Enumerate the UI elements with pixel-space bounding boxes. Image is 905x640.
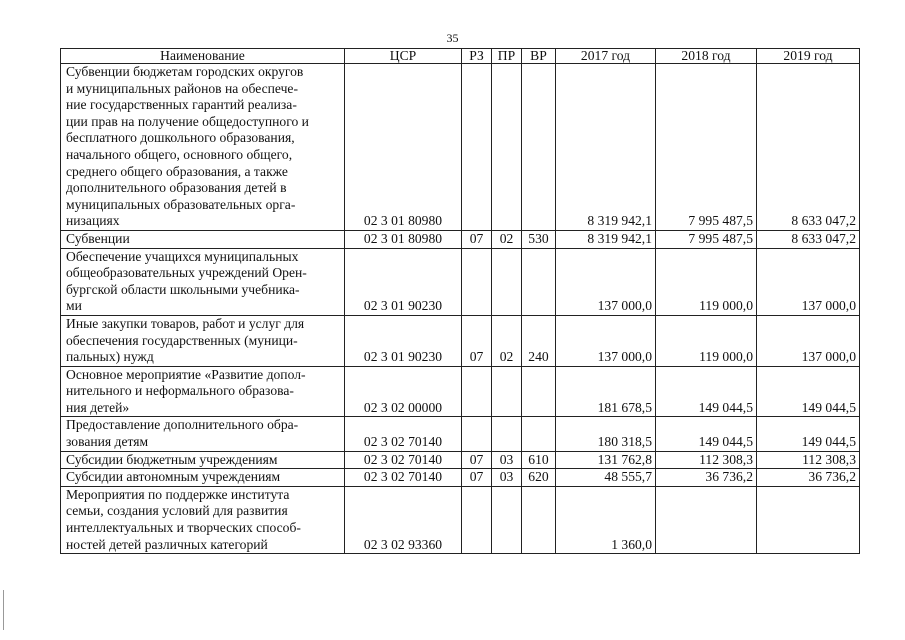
row-2017: 8 319 942,1 — [556, 230, 656, 248]
row-rz — [462, 248, 492, 315]
row-2018 — [656, 486, 757, 553]
row-name: Предоставление дополнительного обра- зования детям — [61, 417, 345, 451]
row-2017: 1 360,0 — [556, 486, 656, 553]
row-vr: 240 — [522, 315, 556, 366]
header-csr: ЦСР — [345, 49, 462, 64]
header-vr: ВР — [522, 49, 556, 64]
row-pr: 02 — [492, 315, 522, 366]
table-row — [61, 248, 860, 315]
row-vr — [522, 417, 556, 451]
row-csr: 02 3 01 90230 — [345, 248, 462, 315]
row-pr — [492, 486, 522, 553]
row-csr: 02 3 01 90230 — [345, 315, 462, 366]
row-rz: 07 — [462, 469, 492, 487]
row-rz — [462, 417, 492, 451]
row-vr — [522, 64, 556, 231]
row-vr — [522, 486, 556, 553]
row-2019: 149 044,5 — [757, 366, 860, 417]
row-2018: 36 736,2 — [656, 469, 757, 487]
row-vr: 530 — [522, 230, 556, 248]
scan-edge-mark — [3, 590, 4, 630]
table-row — [61, 469, 860, 487]
row-pr — [492, 417, 522, 451]
row-2017: 181 678,5 — [556, 366, 656, 417]
table-row — [61, 417, 860, 451]
row-csr: 02 3 02 00000 — [345, 366, 462, 417]
row-name: Субсидии автономным учреждениям — [61, 469, 345, 487]
row-csr: 02 3 02 70140 — [345, 417, 462, 451]
row-csr: 02 3 02 70140 — [345, 451, 462, 469]
table-row — [61, 486, 860, 553]
row-rz — [462, 486, 492, 553]
row-2018: 112 308,3 — [656, 451, 757, 469]
row-rz: 07 — [462, 230, 492, 248]
row-csr: 02 3 02 93360 — [345, 486, 462, 553]
row-csr: 02 3 01 80980 — [345, 230, 462, 248]
row-2017: 8 319 942,1 — [556, 64, 656, 231]
row-2019 — [757, 486, 860, 553]
row-vr: 610 — [522, 451, 556, 469]
row-vr — [522, 248, 556, 315]
row-2018: 149 044,5 — [656, 417, 757, 451]
row-name: Субвенции бюджетам городских округов и муниципальных районов на обеспече- ние государственных гарантий реализа- ции прав на получение общедоступного и бесплатного дошкольного образования, начального общего, основного общего, среднего общего образования, а также дополнительного образования детей в муниципальных образовательных орга- низациях — [61, 64, 345, 231]
row-csr: 02 3 02 70140 — [345, 469, 462, 487]
table-row — [61, 64, 860, 231]
page-number: 35 — [446, 31, 459, 45]
row-2019: 8 633 047,2 — [757, 230, 860, 248]
row-2018: 119 000,0 — [656, 248, 757, 315]
row-pr: 03 — [492, 451, 522, 469]
row-2018: 149 044,5 — [656, 366, 757, 417]
row-name: Иные закупки товаров, работ и услуг для обеспечения государственных (муници- пальных) нужд — [61, 315, 345, 366]
row-pr — [492, 366, 522, 417]
row-2019: 137 000,0 — [757, 248, 860, 315]
row-2017: 137 000,0 — [556, 248, 656, 315]
row-2018: 7 995 487,5 — [656, 64, 757, 231]
row-2018: 7 995 487,5 — [656, 230, 757, 248]
row-2017: 48 555,7 — [556, 469, 656, 487]
header-name: Наименование — [61, 49, 345, 64]
row-rz — [462, 366, 492, 417]
row-pr — [492, 248, 522, 315]
row-pr: 02 — [492, 230, 522, 248]
row-2019: 8 633 047,2 — [757, 64, 860, 231]
table-row — [61, 366, 860, 417]
table-row — [61, 451, 860, 469]
row-2017: 137 000,0 — [556, 315, 656, 366]
row-pr — [492, 64, 522, 231]
row-vr — [522, 366, 556, 417]
row-2017: 180 318,5 — [556, 417, 656, 451]
row-2019: 149 044,5 — [757, 417, 860, 451]
row-name: Основное мероприятие «Развитие допол- нительного и неформального образова- ния детей» — [61, 366, 345, 417]
row-2017: 131 762,8 — [556, 451, 656, 469]
header-pr: ПР — [492, 49, 522, 64]
row-2019: 36 736,2 — [757, 469, 860, 487]
header-2018: 2018 год — [656, 49, 757, 64]
header-row — [61, 49, 860, 64]
row-pr: 03 — [492, 469, 522, 487]
budget-table — [60, 48, 860, 554]
row-rz: 07 — [462, 315, 492, 366]
row-rz: 07 — [462, 451, 492, 469]
row-rz — [462, 64, 492, 231]
row-2019: 112 308,3 — [757, 451, 860, 469]
table-row — [61, 230, 860, 248]
row-csr: 02 3 01 80980 — [345, 64, 462, 231]
header-2019: 2019 год — [757, 49, 860, 64]
row-2019: 137 000,0 — [757, 315, 860, 366]
row-name: Мероприятия по поддержке института семьи, создания условий для развития интеллектуальных и творческих способ- ностей детей различных категорий — [61, 486, 345, 553]
header-2017: 2017 год — [556, 49, 656, 64]
row-name: Субсидии бюджетным учреждениям — [61, 451, 345, 469]
row-name: Обеспечение учащихся муниципальных общеобразовательных учреждений Орен- бургской области школьными учебника- ми — [61, 248, 345, 315]
row-2018: 119 000,0 — [656, 315, 757, 366]
row-vr: 620 — [522, 469, 556, 487]
row-name: Субвенции — [61, 230, 345, 248]
table-row — [61, 315, 860, 366]
header-rz: РЗ — [462, 49, 492, 64]
